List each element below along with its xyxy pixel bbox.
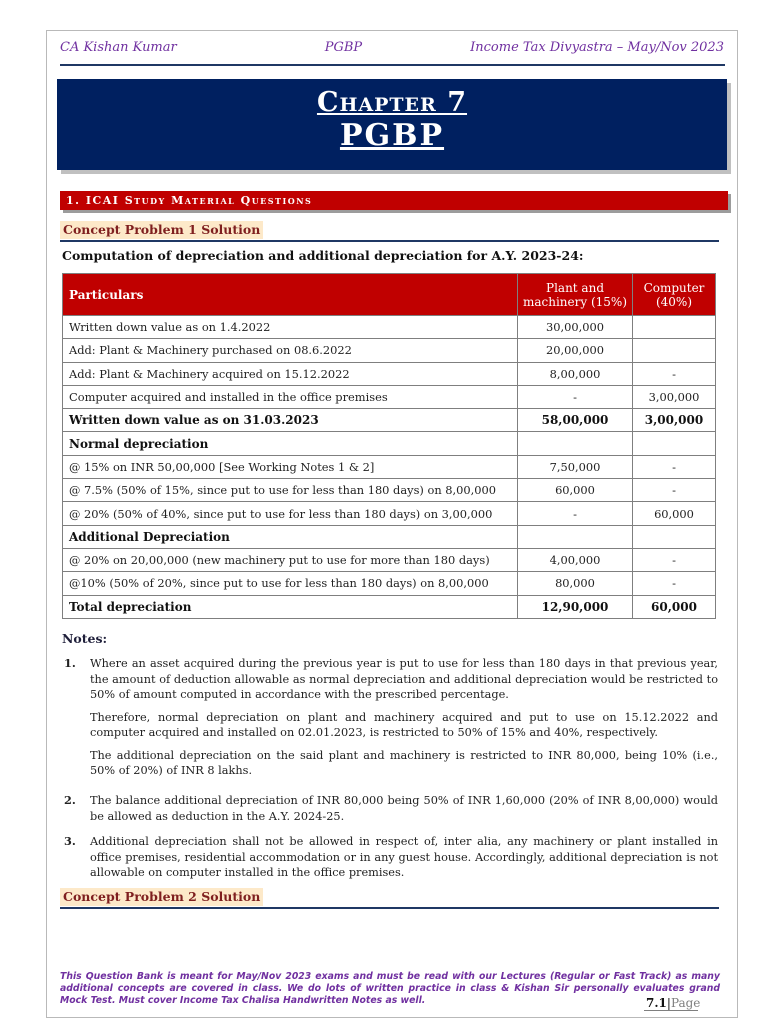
table-cell: 12,90,000: [518, 595, 633, 618]
note-paragraph: Additional depreciation shall not be allowed in respect of, inter alia, any machinery or plant installed in office premises, residential accommodation or in any guest house. Accordingly, additional depreciation is not allowable on computer installed in the office premises.: [90, 835, 718, 879]
table-cell: 60,000: [518, 479, 633, 502]
table-cell: [633, 339, 716, 362]
table-cell: 8,00,000: [518, 362, 633, 385]
page-label: Page: [670, 996, 701, 1010]
note-number: 3.: [64, 834, 76, 848]
page-number: [646, 996, 700, 1010]
note-paragraph: The balance additional depreciation of INR 80,000 being 50% of INR 1,60,000 (20% of INR 8,00,000) would be allowed as deduction in the A.Y. 2024-25.: [90, 794, 718, 823]
table-cell: -: [633, 455, 716, 478]
page-number-value: 7.1: [646, 996, 667, 1010]
table-cell: -: [518, 385, 633, 408]
table-row: [63, 455, 716, 478]
table-row: [63, 548, 716, 571]
table-cell: -: [518, 502, 633, 525]
table-cell: Total depreciation: [63, 595, 518, 618]
notes-heading: Notes:: [62, 631, 108, 646]
footer-disclaimer: This Question Bank is meant for May/Nov 2023 exams and must be read with our Lectures (Regular or Fast Track) as many additional concepts are covered in class. We do lots of written practice in class & Kishan Sir personally evaluates grand Mock Test. Must cover Income Tax Chalisa Handwritten Notes as well.: [60, 971, 720, 1006]
table-row: [63, 316, 716, 339]
table-cell: 3,00,000: [633, 409, 716, 432]
page-number-rule: [644, 1010, 698, 1011]
table-cell: Normal depreciation: [63, 432, 518, 455]
table-cell: @10% (50% of 20%, since put to use for less than 180 days) on 8,00,000: [63, 572, 518, 595]
table-cell: @ 20% (50% of 40%, since put to use for less than 180 days) on 3,00,000: [63, 502, 518, 525]
table-row: [63, 572, 716, 595]
table-cell: [633, 525, 716, 548]
note-3: [62, 834, 718, 881]
table-cell: @ 15% on INR 50,00,000 [See Working Notes 1 & 2]: [63, 455, 518, 478]
table-cell: -: [633, 362, 716, 385]
header-rule: [60, 64, 725, 66]
table-cell: Add: Plant & Machinery purchased on 08.6.2022: [63, 339, 518, 362]
table-cell: @ 20% on 20,00,000 (new machinery put to use for more than 180 days): [63, 548, 518, 571]
col-particulars: Particulars: [63, 274, 518, 316]
table-cell: -: [633, 572, 716, 595]
table-cell: 30,00,000: [518, 316, 633, 339]
table-row: [63, 385, 716, 408]
col-computer: Computer (40%): [633, 274, 716, 316]
table-cell: [633, 432, 716, 455]
table-row: [63, 479, 716, 502]
header-book: Income Tax Divyastra – May/Nov 2023: [470, 40, 724, 55]
note-number: 1.: [64, 656, 76, 670]
table-cell: 60,000: [633, 502, 716, 525]
table-row: [63, 502, 716, 525]
table-cell: 60,000: [633, 595, 716, 618]
chapter-number: Chapter 7: [316, 87, 468, 118]
note-2: [62, 793, 718, 824]
concept-problem-2-label: Concept Problem 2 Solution: [60, 888, 263, 906]
table-row: [63, 409, 716, 432]
table-cell: Computer acquired and installed in the office premises: [63, 385, 518, 408]
table-cell: [633, 316, 716, 339]
table-row: [63, 339, 716, 362]
table-header-row: [63, 274, 716, 316]
table-cell: 4,00,000: [518, 548, 633, 571]
table-cell: @ 7.5% (50% of 15%, since put to use for less than 180 days) on 8,00,000: [63, 479, 518, 502]
header-author: CA Kishan Kumar: [60, 40, 177, 55]
header-subject: PGBP: [324, 40, 363, 55]
note-1: [62, 656, 718, 779]
table-cell: Written down value as on 31.03.2023: [63, 409, 518, 432]
chapter-title: PGBP: [339, 118, 445, 153]
concept-2-rule: [60, 907, 719, 909]
note-paragraph: Therefore, normal depreciation on plant and machinery acquired and put to use on 15.12.2022 and computer acquired and installed on 02.01.2023, is restricted to 50% of 15% and 40%, respectively.: [90, 710, 718, 739]
table-cell: -: [633, 479, 716, 502]
note-paragraph: The additional depreciation on the said plant and machinery is restricted to INR 80,000, being 10% (i.e., 50% of 20%) of INR 8 lakhs.: [90, 748, 718, 777]
col-plant-machinery: Plant and machinery (15%): [518, 274, 633, 316]
table-cell: -: [633, 548, 716, 571]
table-row: [63, 432, 716, 455]
table-row: [63, 525, 716, 548]
page-separator: |: [666, 996, 671, 1010]
depreciation-table: [62, 273, 716, 619]
table-cell: 80,000: [518, 572, 633, 595]
table-cell: 20,00,000: [518, 339, 633, 362]
note-paragraph: Where an asset acquired during the previous year is put to use for less than 180 days in that previous year, the amount of deduction allowable as normal depreciation and additional depreciation would be restricted to 50% of amount computed in accordance with the prescribed percentage.: [90, 657, 718, 701]
chapter-banner: [57, 79, 727, 170]
table-cell: 7,50,000: [518, 455, 633, 478]
table-row: [63, 362, 716, 385]
note-number: 2.: [64, 793, 76, 807]
table-row: [63, 595, 716, 618]
running-header: [60, 40, 724, 62]
table-cell: Written down value as on 1.4.2022: [63, 316, 518, 339]
concept-1-rule: [60, 240, 719, 242]
concept-problem-1-label: Concept Problem 1 Solution: [60, 221, 263, 239]
table-cell: Additional Depreciation: [63, 525, 518, 548]
table-cell: Add: Plant & Machinery acquired on 15.12.2022: [63, 362, 518, 385]
computation-title: Computation of depreciation and additional depreciation for A.Y. 2023-24:: [62, 248, 584, 263]
section-heading: 1. ICAI Study Material Questions: [60, 191, 728, 210]
table-cell: [518, 525, 633, 548]
table-cell: [518, 432, 633, 455]
table-cell: 58,00,000: [518, 409, 633, 432]
table-cell: 3,00,000: [633, 385, 716, 408]
